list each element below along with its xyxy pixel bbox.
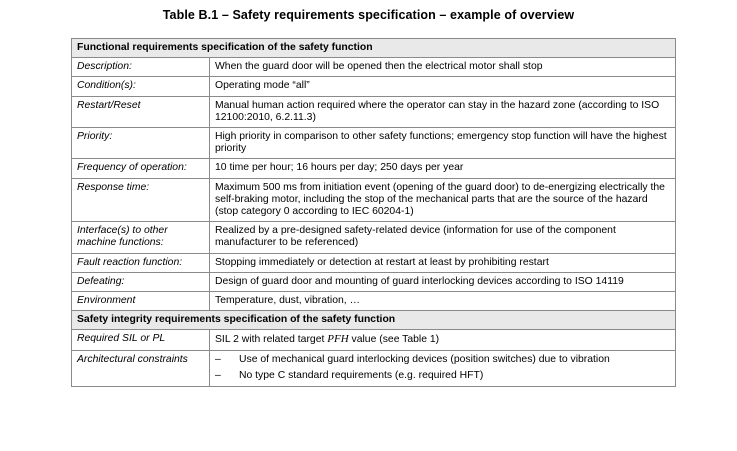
row-label: Required SIL or PL (72, 330, 210, 350)
section-heading-integrity: Safety integrity requirements specification of the safety function (72, 311, 676, 330)
table-row (72, 222, 676, 253)
row-label: Priority: (72, 128, 210, 159)
row-label: Description: (72, 58, 210, 77)
safety-requirements-table (71, 38, 676, 387)
row-label: Environment (72, 292, 210, 311)
row-label: Restart/Reset (72, 96, 210, 127)
row-value: Realized by a pre-designed safety-related device (information for use of the component manufacturer to be referenced) (210, 222, 676, 253)
table-row (72, 178, 676, 222)
row-value (210, 330, 676, 350)
row-label: Frequency of operation: (72, 159, 210, 178)
table-title: Table B.1 – Safety requirements specification – example of overview (162, 8, 575, 22)
table-row (72, 159, 676, 178)
section-heading-functional: Functional requirements specification of the safety function (72, 39, 676, 58)
row-value: High priority in comparison to other safety functions; emergency stop function will have the highest priority (210, 128, 676, 159)
section-header-row (72, 39, 676, 58)
table-row (72, 350, 676, 386)
table-row (72, 272, 676, 291)
list-item-text: Use of mechanical guard interlocking devices (position switches) due to vibration (239, 353, 610, 365)
row-label: Interface(s) to other machine functions: (72, 222, 210, 253)
row-value: Maximum 500 ms from initiation event (opening of the guard door) to de-energizing electrically the self-braking motor, including the stop of the mechanical parts that are the source of the hazard (stop category 0 according to IEC 60204-1) (210, 178, 676, 222)
value-prefix: SIL 2 with related target (215, 334, 328, 346)
row-value: Design of guard door and mounting of guard interlocking devices according to ISO 14119 (210, 272, 676, 291)
list-dash: – (215, 369, 221, 381)
table-row (72, 58, 676, 77)
table-row (72, 77, 676, 96)
row-value: Operating mode “all” (210, 77, 676, 96)
row-value: Temperature, dust, vibration, … (210, 292, 676, 311)
table-row (72, 253, 676, 272)
row-value: When the guard door will be opened then the electrical motor shall stop (210, 58, 676, 77)
list-dash: – (215, 353, 221, 365)
row-value: Manual human action required where the operator can stay in the hazard zone (according to ISO 12100:2010, 6.2.11.3) (210, 96, 676, 127)
list-item (215, 370, 669, 382)
row-label: Defeating: (72, 272, 210, 291)
list-item-text: No type C standard requirements (e.g. required HFT) (239, 369, 484, 381)
row-label: Response time: (72, 178, 210, 222)
value-suffix: value (see Table 1) (348, 334, 440, 346)
row-value: 10 time per hour; 16 hours per day; 250 days per year (210, 159, 676, 178)
list-item (215, 354, 669, 366)
row-label: Architectural constraints (72, 350, 210, 386)
row-label: Condition(s): (72, 77, 210, 96)
row-value-list (210, 350, 676, 386)
row-label: Fault reaction function: (72, 253, 210, 272)
row-value: Stopping immediately or detection at restart at least by prohibiting restart (210, 253, 676, 272)
table-row (72, 96, 676, 127)
table-row (72, 128, 676, 159)
table-row (72, 292, 676, 311)
table-row (72, 330, 676, 350)
pfh-variable: PFH (327, 333, 349, 346)
section-header-row (72, 311, 676, 330)
